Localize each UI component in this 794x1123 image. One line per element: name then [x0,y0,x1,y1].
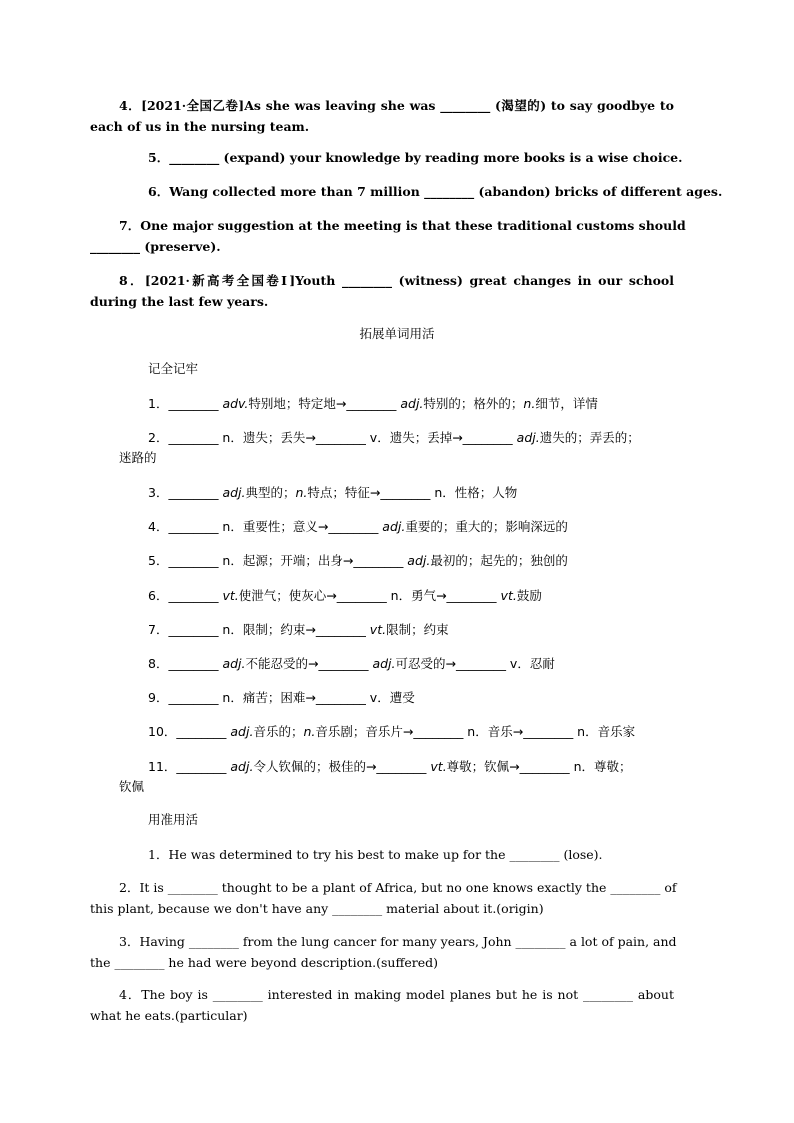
exercise-7-row-1: 7．One major suggestion at the meeting is that these traditional customs should [119,218,686,233]
memorize-heading: 记全记牢 [148,361,199,376]
exercise-6: 6．Wang collected more than 7 million ________ (abandon) bricks of different ages. [148,184,723,199]
usage-2-row-1: 2．It is ________ thought to be a plant of Africa, but no one knows exactly the ________ of [119,880,677,895]
usage-4-row-2: what he eats.(particular) [90,1007,248,1023]
usage-3 [90,932,677,973]
exercise-8 [90,271,674,312]
exercise-8-row-2: during the last few years. [90,293,269,309]
usage-4-row-1: 4．The boy is ________ interested in making model planes but he is not ________ about [119,987,674,1002]
vocab-item-11: 11．________ adj.令人钦佩的；极佳的→________ vt.尊敬；钦佩→________ n．尊敬； 钦佩 [119,759,632,794]
vocab-item-9: 9．________ n．痛苦；困难→________ v．遭受 [148,690,415,705]
exercise-5: 5．________ (expand) your knowledge by reading more books is a wise choice. [148,150,683,165]
vocab-item-4: 4．________ n．重要性；意义→________ adj.重要的；重大的；影响深远的 [148,519,568,534]
vocab-item-6: 6．________ vt.使泄气；使灰心→________ n．勇气→________ vt.鼓励 [148,588,542,603]
usage-1: 1．He was determined to try his best to make up for the ________ (lose). [148,847,603,862]
exercise-4-row-2: each of us in the nursing team. [90,118,310,134]
section-title: 拓展单词用活 [359,326,435,341]
exercise-7 [90,216,686,257]
vocab-item-3: 3．________ adj.典型的；n.特点；特征→________ n．性格；人物 [148,485,518,500]
vocab-item-10: 10．________ adj.音乐的；n.音乐剧；音乐片→________ n．音乐→________ n．音乐家 [148,724,636,739]
exercise-4 [90,96,674,137]
vocab-item-7: 7．________ n．限制；约束→________ vt.限制；约束 [148,622,449,637]
vocab-item-8: 8．________ adj.不能忍受的→________ adj.可忍受的→________ v．忍耐 [148,656,555,671]
usage-4 [90,985,674,1026]
exercise-4-row-1: 4．[2021·全国乙卷]As she was leaving she was ________ (渴望的) to say goodbye to [119,98,674,113]
usage-3-row-1: 3．Having ________ from the lung cancer for many years, John ________ a lot of pain, and [119,934,677,949]
usage-2 [90,878,677,919]
vocab-item-1: 1．________ adv.特别地；特定地→________ adj.特别的；格外的；n.细节，详情 [148,396,598,411]
usage-heading: 用准用活 [148,812,199,827]
exercise-8-row-1: 8．[2021·新高考全国卷Ⅰ]Youth ________ (witness) great changes in our school [119,273,674,288]
usage-2-row-2: this plant, because we don't have any ________ material about it.(origin) [90,900,544,916]
vocab-item-2: 2．________ n．遗失；丢失→________ v．遗失；丢掉→________ adj.遗失的；弄丢的； 迷路的 [119,430,640,465]
vocab-item-5: 5．________ n．起源；开端；出身→________ adj.最初的；起先的；独创的 [148,553,568,568]
exercise-7-row-2: ________ (preserve). [90,238,221,254]
usage-3-row-2: the ________ he had were beyond description.(suffered) [90,954,439,970]
